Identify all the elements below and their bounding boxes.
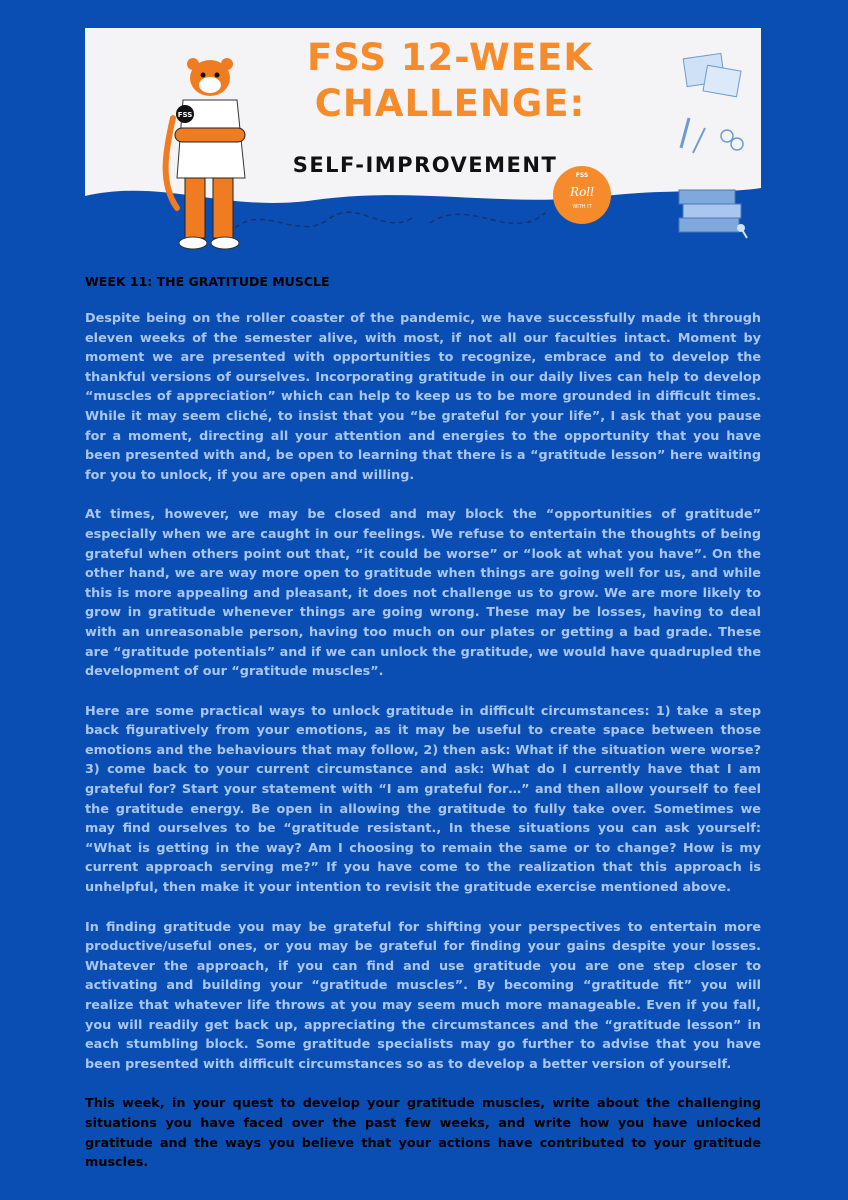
badge-bottom-text: WITH IT xyxy=(572,204,592,210)
mascot-shirt-text: FSS xyxy=(177,111,193,119)
stationery-illustration xyxy=(675,38,761,253)
badge-top-text: FSS xyxy=(575,172,589,179)
tiger-mascot xyxy=(155,58,265,258)
banner-subtitle: SELF-IMPROVEMENT xyxy=(292,153,558,177)
article-assignment: This week, in your quest to develop your gratitude muscles, write about the challenging situations you have faced over the past few weeks, and write how you have unlocked gratitude and the ways you believe that your actions have contributed to your gratitude muscles. xyxy=(85,1096,761,1171)
roll-with-it-badge xyxy=(553,166,611,224)
banner-title-line-2: CHALLENGE: xyxy=(314,82,586,125)
article-paragraph: Here are some practical ways to unlock gratitude in difficult circumstances: 1) take a step back figuratively from your emotions, as it may be useful to create space between those emotions and the behaviours that may follow, 2) then ask: What if the situation were worse? 3) come back to your current circumstance and ask: What do I currently have that I am grateful for? Start your statement with “I am grateful for…” and then allow yourself to feel the gratitude energy. Be open in allowing the gratitude to fully take over. Sometimes we may find ourselves to be “gratitude resistant., In these situations you can ask yourself: “What is getting in the way? Am I choosing to remain the same or to change? How is my current approach serving me?” If you have come to the realization that this approach is unhelpful, then make it your intention to revisit the gratitude exercise mentioned above. xyxy=(85,703,761,896)
article xyxy=(85,274,761,1193)
banner-title-line-1: FSS 12-WEEK xyxy=(306,36,593,79)
article-paragraph: In finding gratitude you may be grateful for shifting your perspectives to entertain more productive/useful ones, or you may be grateful for finding your gains despite your losses. Whatever the approach, if you can find and use gratitude you are one step closer to activating and building your “gratitude muscles”. By becoming “gratitude fit” you will realize that whatever life throws at you may seem much more manageable. Even if you fall, you will readily get back up, appreciating the circumstances and the “gratitude lesson” in each stumbling block. Some gratitude specialists may go further to advise that you have been presented with difficult circumstances so as to develop a better version of yourself. xyxy=(85,919,761,1072)
badge-middle-text: Roll xyxy=(570,185,594,199)
article-heading: WEEK 11: THE GRATITUDE MUSCLE xyxy=(85,274,330,289)
article-paragraph: At times, however, we may be closed and may block the “opportunities of gratitude” especially when we are caught in our feelings. We refuse to entertain the thoughts of being grateful when others point out that, “it could be worse” or “look at what you have”. On the other hand, we are way more open to gratitude when things are going well for us, and while this is more appealing and pleasant, it does not challenge us to grow. We are more likely to grow in gratitude whenever things are going wrong. These may be losses, having to deal with an unreasonable person, having too much on our plates or getting a bad grade. These are “gratitude potentials” and if we can unlock the gratitude, we would have quadrupled the development of our “gratitude muscles”. xyxy=(85,507,761,680)
article-paragraph: Despite being on the roller coaster of the pandemic, we have successfully made it through eleven weeks of the semester alive, with most, if not all our faculties intact. Moment by moment we are presented with opportunities to recognize, embrace and to develop the thankful versions of ourselves. Incorporating gratitude in our daily lives can help to develop “muscles of appreciation” which can help to keep us to be more grounded in difficult times. While it may seem cliché, to insist that you “be grateful for your life”, I ask that you pause for a moment, directing all your attention and energies to the opportunity that you have been presented with and, be open to learning that there is a “gratitude lesson” here waiting for you to unlock, if you are open and willing. xyxy=(85,311,761,483)
header-banner xyxy=(85,28,761,258)
